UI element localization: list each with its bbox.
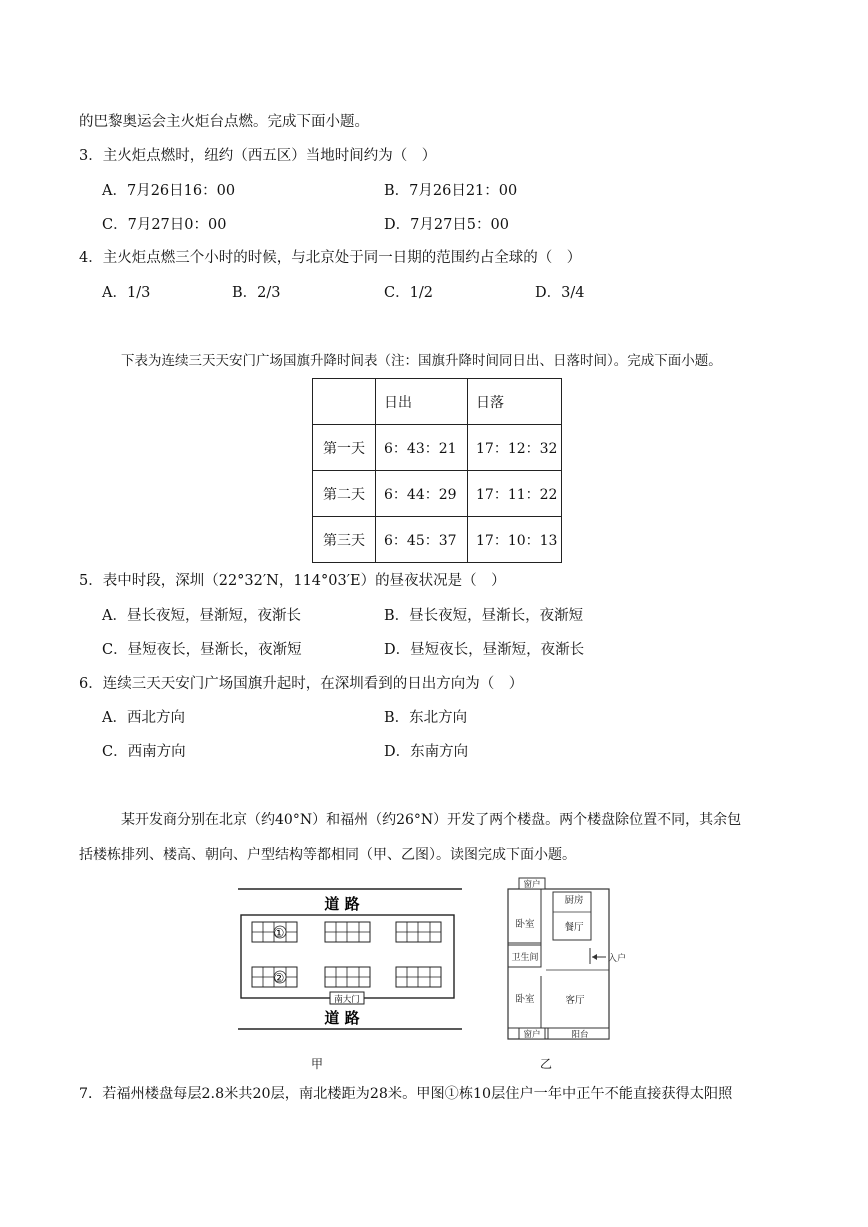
table-intro: 下表为连续三天天安门广场国旗升降时间表（注：国旗升降时间同日出、日落时间）。完成下面小题。 (121, 353, 722, 369)
figure-yi-caption: 乙 (540, 1057, 553, 1071)
table-header-cell (313, 379, 376, 425)
kitchen-label: 厨房 (564, 895, 584, 906)
window-top-label: 窗户 (523, 880, 541, 890)
question-7-stem: 7．若福州楼盘每层2.8米共20层，南北楼距为28米。甲图①栋10层住户一年中正午不能直接获得太阳照 (79, 1086, 733, 1102)
q5-option-c: C．昼短夜长，昼渐长，夜渐短 (102, 642, 302, 658)
question-4-stem: 4．主火炬点燃三个小时的时候，与北京处于同一日期的范围约占全球的（ ） (79, 250, 582, 266)
question-5-stem: 5．表中时段，深圳（22°32′N，114°03′E）的昼夜状况是（ ） (79, 573, 506, 589)
q5-option-a: A．昼长夜短，昼渐短，夜渐长 (102, 608, 301, 624)
table-cell: 第二天 (313, 471, 376, 517)
sunrise-sunset-table (312, 378, 562, 563)
q4-option-a: A．1/3 (102, 285, 151, 301)
bedroom-1-label: 卧室 (515, 919, 535, 930)
q3-option-a: A．7月26日16：00 (102, 183, 236, 199)
figure-yi-floor-plan (504, 876, 640, 1044)
south-gate-label: 南大门 (334, 995, 360, 1005)
estate-intro-line-1: 某开发商分别在北京（约40°N）和福州（约26°N）开发了两个楼盘。两个楼盘除位置不同，其余包 (121, 812, 742, 828)
q4-option-c: C．1/2 (384, 285, 433, 301)
living-room-label: 客厅 (565, 995, 585, 1006)
table-header-cell: 日落 (468, 379, 562, 425)
table-header-cell: 日出 (376, 379, 468, 425)
question-3-stem: 3．主火炬点燃时，纽约（西五区）当地时间约为（ ） (79, 148, 437, 164)
table-cell: 17：12：32 (468, 425, 562, 471)
entrance-label: 入户 (608, 954, 627, 964)
table-row (313, 471, 562, 517)
q3-option-c: C．7月27日0：00 (102, 217, 227, 233)
bedroom-2-label: 卧室 (515, 994, 535, 1005)
q3-option-b: B．7月26日21：00 (384, 183, 518, 199)
road-label-top: 道 路 (324, 895, 360, 913)
balcony-label: 阳台 (571, 1030, 589, 1040)
intro-tail: 的巴黎奥运会主火炬台点燃。完成下面小题。 (79, 114, 369, 130)
estate-intro-line-2: 括楼栋排列、楼高、朝向、户型结构等都相同（甲、乙图）。读图完成下面小题。 (79, 847, 576, 863)
table-cell: 6：45：37 (376, 517, 468, 563)
building-2-label: ② (273, 971, 285, 985)
table-cell: 第一天 (313, 425, 376, 471)
building-bottom-right (396, 967, 441, 987)
road-label-bottom: 道 路 (324, 1009, 360, 1027)
table-cell: 第三天 (313, 517, 376, 563)
q6-option-d: D．东南方向 (384, 744, 469, 760)
bathroom-label: 卫生间 (511, 953, 539, 963)
figure-jia-site-plan (238, 886, 462, 1034)
building-top-right (396, 922, 441, 942)
q6-option-a: A．西北方向 (102, 710, 185, 726)
table-row (313, 517, 562, 563)
table-cell: 17：10：13 (468, 517, 562, 563)
table-cell: 17：11：22 (468, 471, 562, 517)
building-2 (252, 967, 297, 987)
q3-option-d: D．7月27日5：00 (384, 217, 509, 233)
q4-option-d: D．3/4 (535, 285, 585, 301)
building-top-middle (325, 922, 370, 942)
window-bottom-label: 窗户 (523, 1030, 541, 1040)
q4-option-b: B．2/3 (232, 285, 281, 301)
question-6-stem: 6．连续三天天安门广场国旗升起时，在深圳看到的日出方向为（ ） (79, 676, 524, 692)
table-header-row (313, 379, 562, 425)
q6-option-b: B．东北方向 (384, 710, 468, 726)
building-1 (252, 922, 297, 942)
table-cell: 6：43：21 (376, 425, 468, 471)
table-row (313, 425, 562, 471)
table-cell: 6：44：29 (376, 471, 468, 517)
dining-label: 餐厅 (564, 922, 584, 933)
q5-option-b: B．昼长夜短，昼渐长，夜渐短 (384, 608, 584, 624)
q5-option-d: D．昼短夜长，昼渐短，夜渐长 (384, 642, 585, 658)
building-1-label: ① (273, 926, 285, 940)
building-bottom-middle (325, 967, 370, 987)
figure-jia-caption: 甲 (311, 1057, 324, 1071)
q6-option-c: C．西南方向 (102, 744, 186, 760)
